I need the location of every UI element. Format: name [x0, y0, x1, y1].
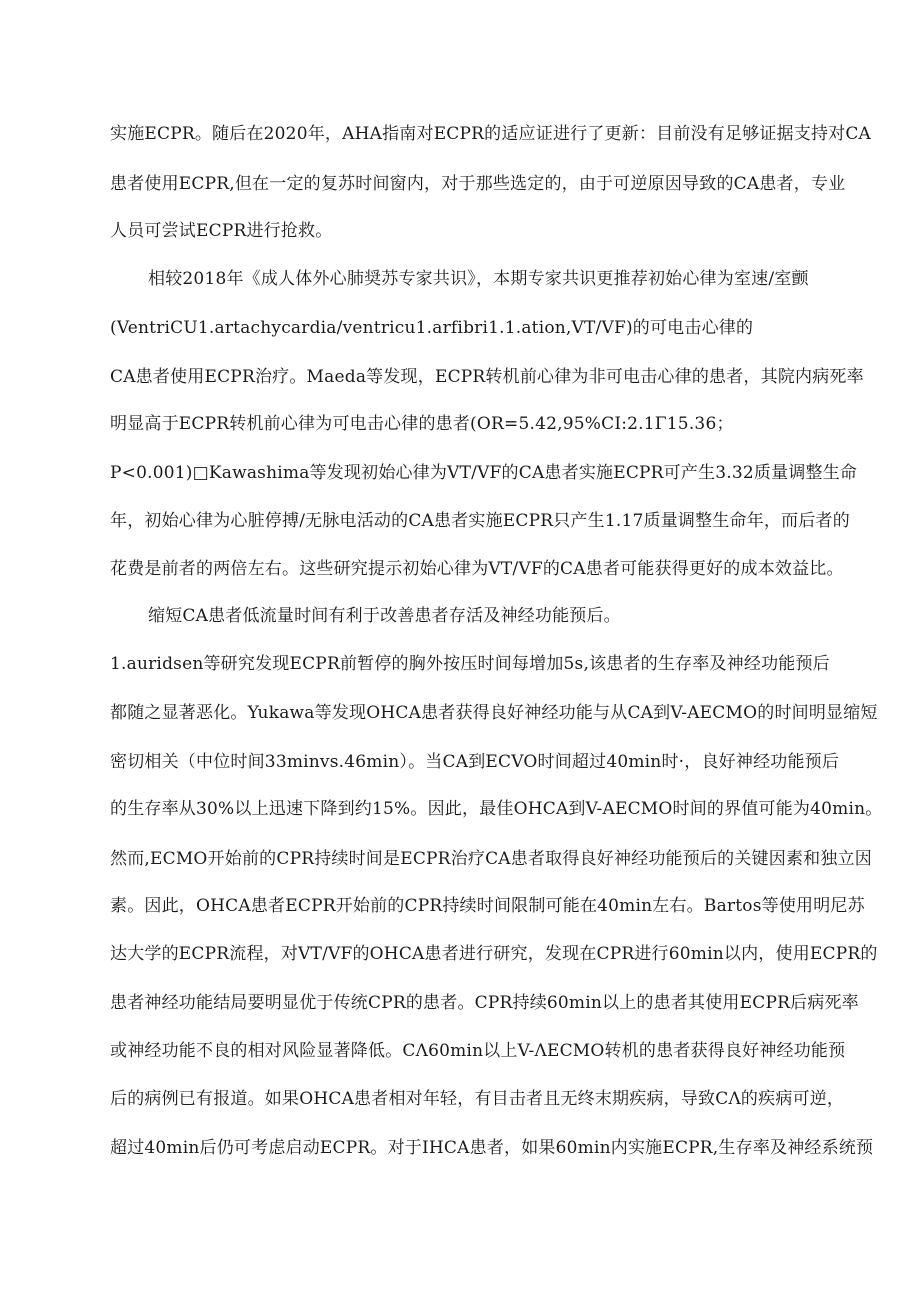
- paragraph-line: 患者使用ECPR,但在一定的复苏时间窗内，对于那些选定的，由于可逆原因导致的CA患者，专业: [110, 174, 846, 194]
- paragraph-line: 年，初始心律为心脏停搏/无脉电活动的CA患者实施ECPR只产生1.17质量调整生命年，而后者的: [110, 511, 850, 531]
- paragraph-line: 后的病例已有报道。如果OHCA患者相对年轻，有目击者且无终末期疾病，导致CΛ的疾病可逆，: [110, 1089, 845, 1109]
- paragraph-line: 实施ECPR。随后在2020年，AHA指南对ECPR的适应证进行了更新：目前没有足够证据支持对CA: [110, 124, 872, 144]
- paragraph-line: 的生存率从30%以上迅速下降到约15%。因此，最佳OHCA到V-AECMO时间的界值可能为40min。: [110, 799, 883, 819]
- paragraph-line: 超过40min后仍可考虑启动ECPR。对于IHCA患者，如果60min内实施ECPR,生存率及神经系统预: [110, 1138, 874, 1158]
- paragraph-line: 或神经功能不良的相对风险显著降低。CΛ60min以上V-ΛECMO转机的患者获得良好神经功能预: [110, 1041, 846, 1061]
- paragraph-line: P<0.001)□Kawashima等发现初始心律为VT/VF的CA患者实施ECPR可产生3.32质量调整生命: [110, 463, 858, 483]
- paragraph-line: 都随之显著恶化。Yukawa等发现OHCA患者获得良好神经功能与从CA到V-AECMO的时间明显缩短: [110, 703, 878, 723]
- paragraph-line: (VentriCU1.artachycardia/ventricu1.arfibri1.1.ation,VT/VF)的可电击心律的: [110, 318, 754, 338]
- paragraph-line: 达大学的ECPR流程，对VT/VF的OHCA患者进行研究，发现在CPR进行60min以内，使用ECPR的: [110, 944, 878, 964]
- paragraph-line: 素。因此，OHCA患者ECPR开始前的CPR持续时间限制可能在40min左右。Bartos等使用明尼苏: [110, 896, 865, 916]
- paragraph-line: CA患者使用ECPR治疗。Maeda等发现，ECPR转机前心律为非可电击心律的患者，其院内病死率: [110, 367, 864, 387]
- paragraph-line: 然而,ECMO开始前的CPR持续时间是ECPR治疗CA患者取得良好神经功能预后的关键因素和独立因: [110, 849, 872, 869]
- paragraph-line: 相较2018年《成人体外心肺奨苏专家共识》，本期专家共识更推荐初始心律为室速/室颤: [148, 269, 809, 289]
- paragraph-line: 患者神经功能结局要明显优于传统CPR的患者。CPR持续60min以上的患者其使用ECPR后病死率: [110, 993, 859, 1013]
- paragraph-line: 花费是前者的两倍左右。这些研究提示初始心律为VT/VF的CA患者可能获得更好的成本效益比。: [110, 559, 844, 579]
- paragraph-line: 人员可尝试ECPR进行抢救。: [110, 221, 333, 241]
- paragraph-line: 明显高于ECPR转机前心律为可电击心律的患者(OR=5.42,95%CI:2.1Γ15.36；: [110, 414, 734, 434]
- paragraph-line: 缩短CA患者低流量时间有利于改善患者存活及神经功能预后。: [148, 606, 621, 626]
- paragraph-line: 1.auridsen等研究发现ECPR前暂停的胸外按压时间每增加5s,该患者的生存率及神经功能预后: [110, 654, 830, 674]
- paragraph-line: 密切相关（中位时间33minvs.46min）。当CA到ECVO时间超过40min时·，良好神经功能预后: [110, 752, 840, 772]
